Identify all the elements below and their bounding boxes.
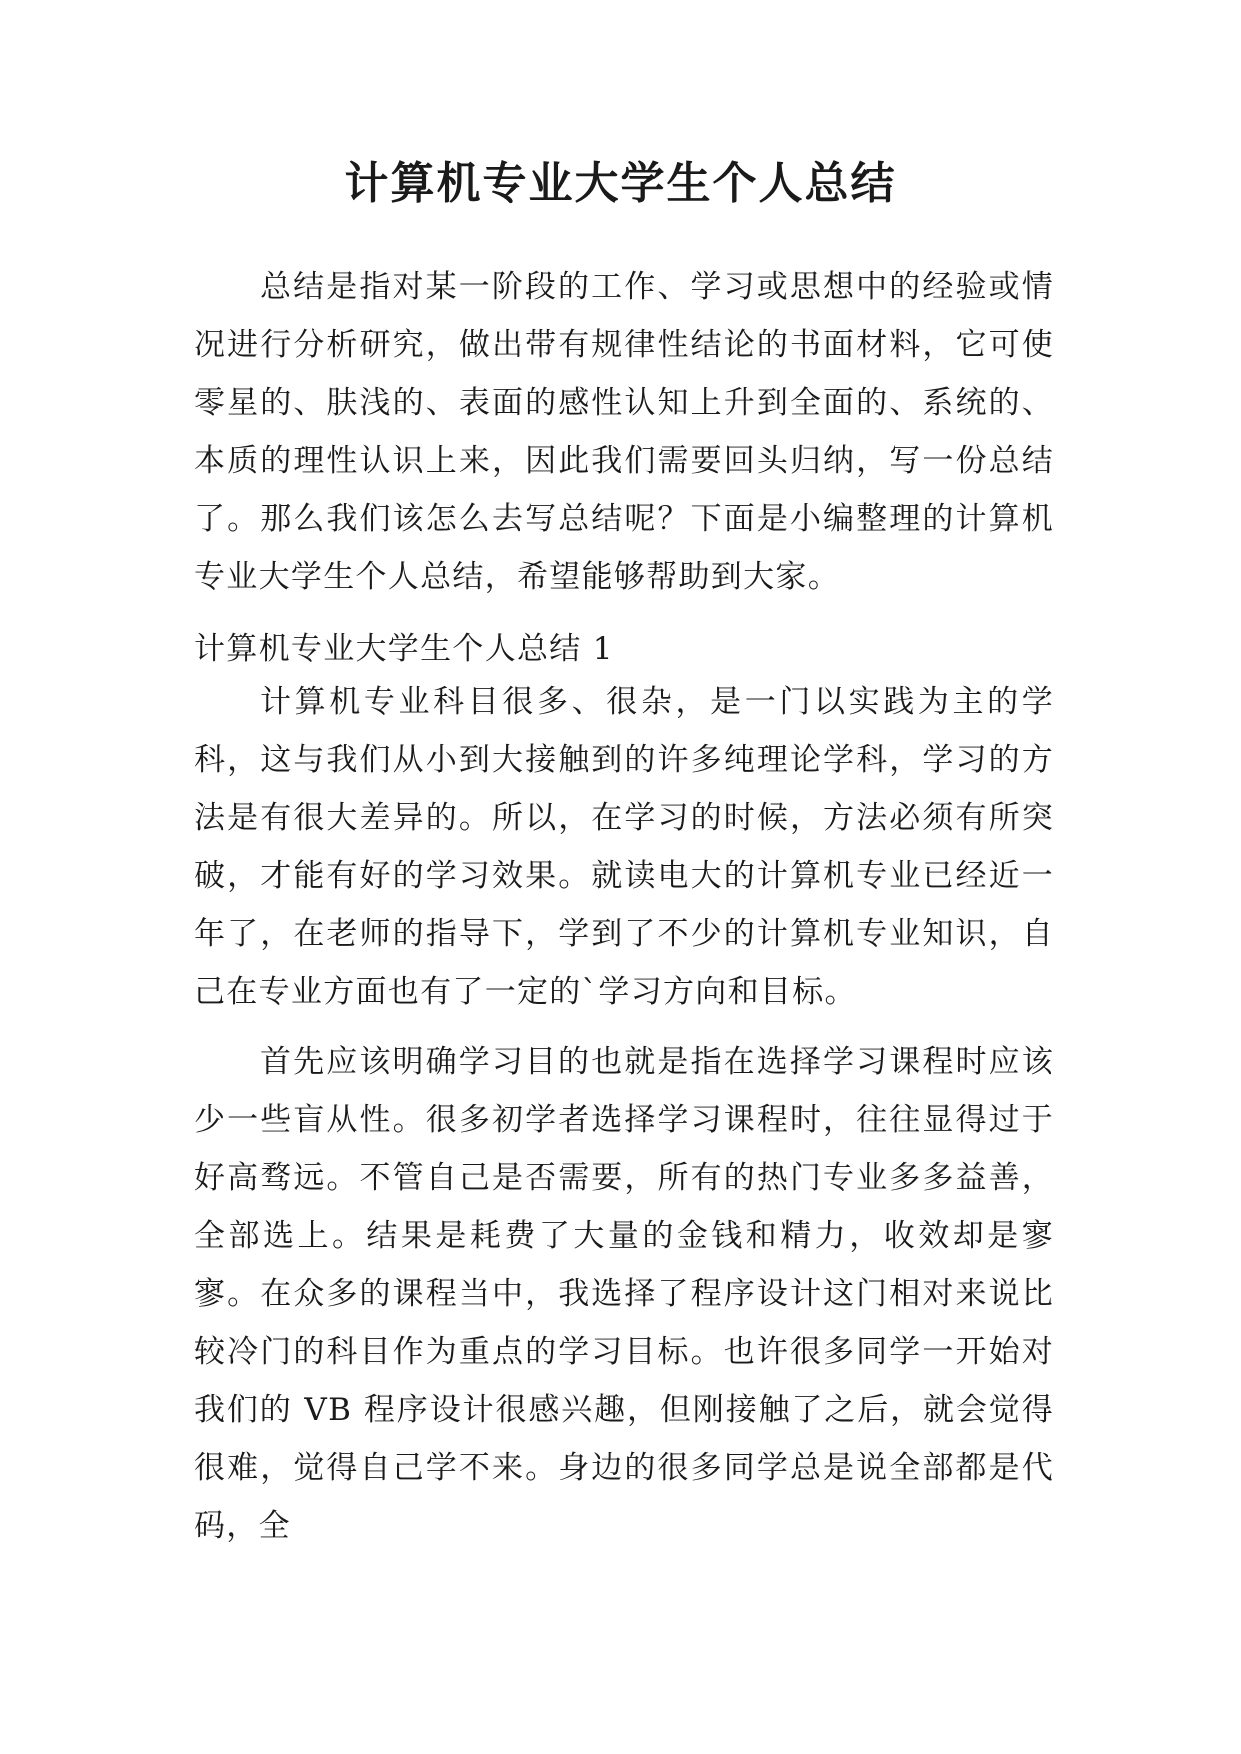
section-heading: 计算机专业大学生个人总结 1 — [194, 631, 614, 667]
body-paragraph-2: 首先应该明确学习目的也就是指在选择学习课程时应该少一些盲从性。很多初学者选择学习课程时，往往显得过于好高骛远。不管自己是否需要，所有的热门专业多多益善，全部选上。结果是耗费了大量的金钱和精力，收效却是寥寥。在众多的课程当中，我选择了程序设计这门相对来说比较冷门的科目作为重点的学习目标。也许很多同学一开始对我们的 VB 程序设计很感兴趣，但刚接触了之后，就会觉得很难，觉得自己学不来。身边的很多同学总是说全部都是代码，全 — [194, 1044, 1054, 1544]
document-title: 计算机专业大学生个人总结 — [344, 158, 897, 209]
intro-paragraph: 总结是指对某一阶段的工作、学习或思想中的经验或情况进行分析研究，做出带有规律性结论的书面材料，它可使零星的、肤浅的、表面的感性认知上升到全面的、系统的、本质的理性认识上来，因此我们需要回头归纳，写一份总结了。那么我们该怎么去写总结呢？下面是小编整理的计算机专业大学生个人总结，希望能够帮助到大家。 — [194, 269, 1054, 595]
body-paragraph-1: 计算机专业科目很多、很杂，是一门以实践为主的学科，这与我们从小到大接触到的许多纯理论学科，学习的方法是有很大差异的。所以，在学习的时候，方法必须有所突破，才能有好的学习效果。就读电大的计算机专业已经近一年了，在老师的指导下，学到了不少的计算机专业知识，自己在专业方面也有了一定的`学习方向和目标。 — [194, 684, 1054, 1010]
